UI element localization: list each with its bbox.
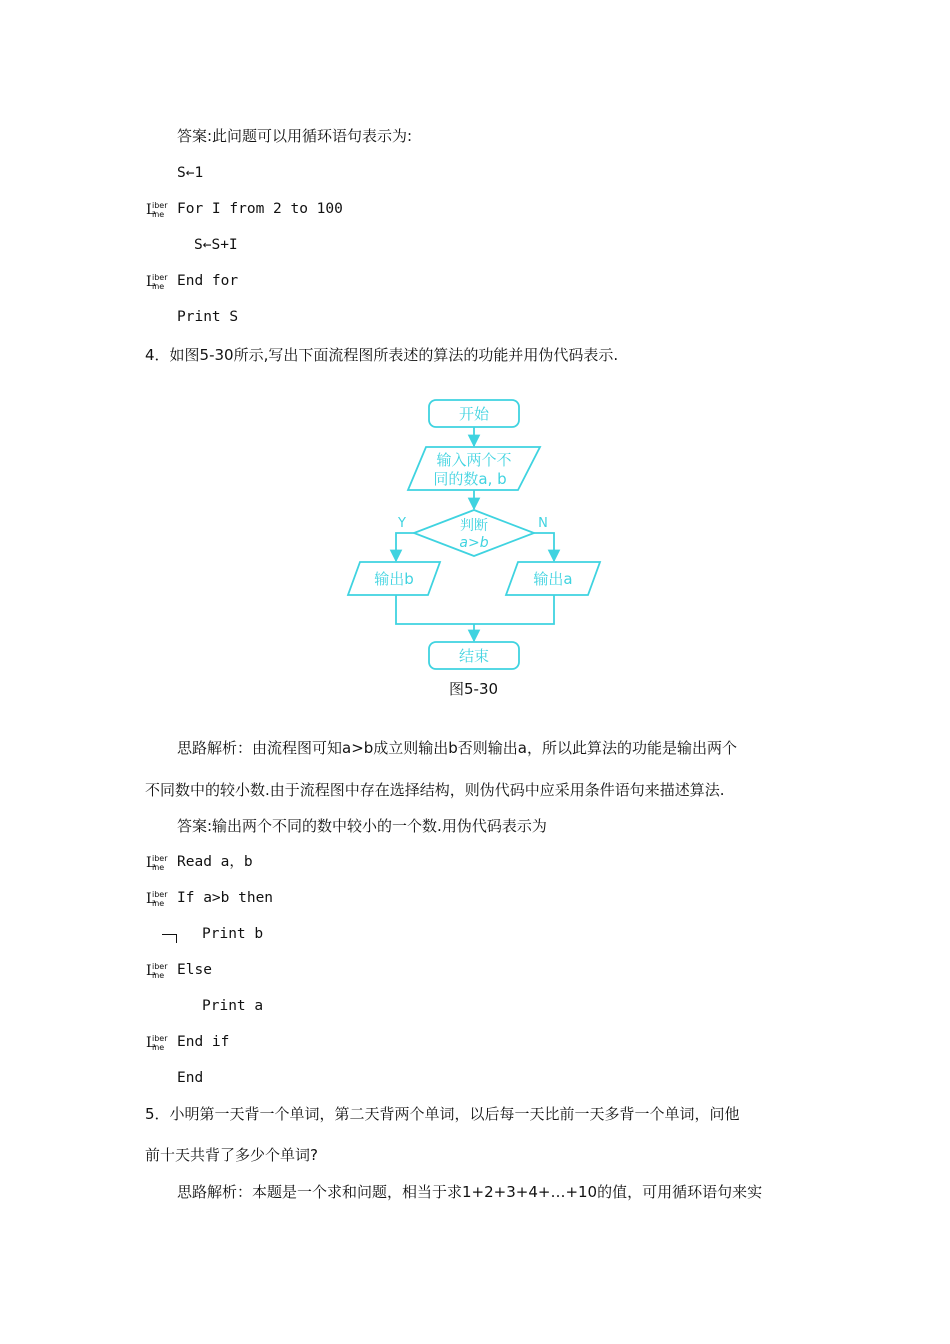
output-b-label: 输出b (374, 570, 414, 588)
code-line: S←1 (177, 165, 204, 181)
start-label: 开始 (458, 405, 490, 423)
code-line: End for (177, 273, 239, 289)
line-marker-icon: L iber ine (146, 962, 168, 980)
question-5-cont: 前十天共背了多少个单词? (145, 1146, 318, 1164)
answer-text: 答案:输出两个不同的数中较小的一个数.用伪代码表示为 (177, 817, 547, 835)
line-marker-icon: L iber ine (146, 890, 168, 908)
no-label: N (538, 516, 548, 531)
decision-label-line1: 判断 (460, 518, 488, 534)
code-line: End if (177, 1034, 230, 1050)
input-label-line2: 同的数a, b (433, 470, 507, 488)
decision-label-line2: a>b (459, 535, 489, 551)
code-line: End (177, 1070, 204, 1086)
line-marker-icon: L iber ine (146, 1034, 168, 1052)
end-label: 结束 (458, 647, 490, 665)
code-line: For I from 2 to 100 (177, 201, 343, 217)
question-4: 4．如图5-30所示,写出下面流程图所表述的算法的功能并用伪代码表示. (145, 346, 619, 364)
code-line: Print b (202, 926, 264, 942)
code-line: Else (177, 962, 212, 978)
code-line: Read a，b (177, 854, 253, 870)
flowchart (340, 392, 620, 677)
yes-label: Y (398, 516, 406, 531)
code-line: If a>b then (177, 890, 274, 906)
figure-caption: 图5-30 (449, 680, 499, 698)
code-line: Print S (177, 309, 239, 325)
analysis-line: 思路解析：本题是一个求和问题，相当于求1+2+3+4+…+10的值，可用循环语句来实 (177, 1183, 763, 1201)
input-label-line1: 输入两个不 (436, 451, 512, 469)
answer-text: 答案:此问题可以用循环语句表示为: (177, 127, 413, 145)
line-marker-icon: L iber ine (146, 273, 168, 291)
code-line: Print a (202, 998, 264, 1014)
code-line: S←S+I (194, 237, 238, 253)
line-marker-icon: L iber ine (146, 854, 168, 872)
line-marker-icon: L iber ine (146, 201, 168, 219)
corner-mark-icon (162, 934, 177, 943)
output-a-label: 输出a (533, 570, 573, 588)
analysis-line: 思路解析：由流程图可知a>b成立则输出b否则输出a，所以此算法的功能是输出两个 (177, 739, 737, 757)
analysis-line: 不同数中的较小数.由于流程图中存在选择结构，则伪代码中应采用条件语句来描述算法. (145, 781, 725, 799)
question-5: 5．小明第一天背一个单词，第二天背两个单词，以后每一天比前一天多背一个单词，问他 (145, 1105, 740, 1123)
